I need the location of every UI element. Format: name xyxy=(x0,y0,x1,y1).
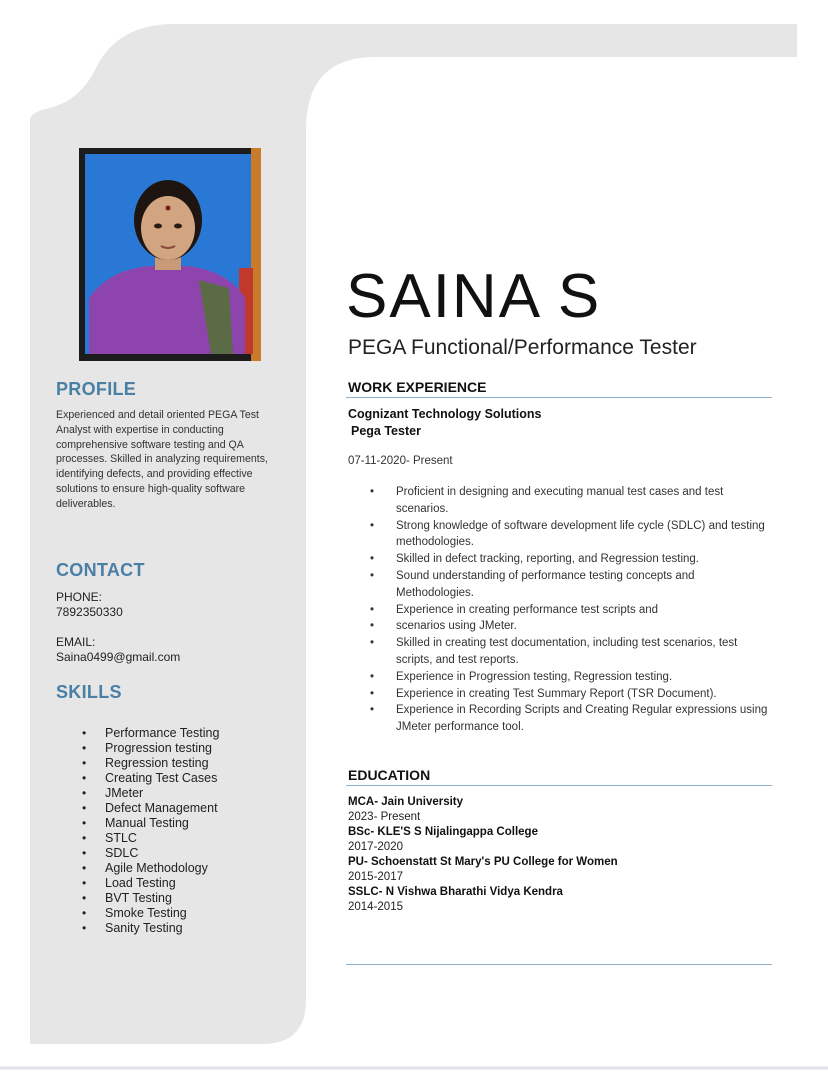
section-divider xyxy=(346,785,772,786)
skill-item: • Creating Test Cases xyxy=(82,771,218,785)
skills-list xyxy=(56,726,219,936)
work-bullet: • Strong knowledge of software development life cycle (SDLC) and testing methodologies. xyxy=(370,519,765,549)
work-bullet: • Experience in creating Test Summary Report (TSR Document). xyxy=(370,687,717,700)
profile-summary: Experienced and detail oriented PEGA Test Analyst with expertise in conducting comprehensive software testing and QA processes. Skilled in analyzing requirements, identifying defects, and providing effective solutions to ensure high-quality software deliverables. xyxy=(56,409,268,510)
education-entry xyxy=(348,885,618,915)
skill-item: • Agile Methodology xyxy=(82,861,208,875)
profile-heading: PROFILE xyxy=(56,379,137,399)
education-years: 2023- Present xyxy=(348,811,421,823)
education-degree: PU- Schoenstatt St Mary's PU College for Women xyxy=(348,856,618,868)
education-years: 2014-2015 xyxy=(348,901,403,913)
role-title: Pega Tester xyxy=(351,424,421,438)
work-bullets xyxy=(348,484,773,736)
skill-item: • Performance Testing xyxy=(82,726,220,740)
skill-item: • Manual Testing xyxy=(82,816,189,830)
work-bullet: • Experience in creating performance test scripts and xyxy=(370,603,659,616)
skill-item: • Load Testing xyxy=(82,876,176,890)
skill-item: • SDLC xyxy=(82,846,139,860)
skill-item: • Regression testing xyxy=(82,756,209,770)
candidate-name: SAINA S xyxy=(346,262,602,331)
education-entry xyxy=(348,795,618,825)
work-dates: 07-11-2020- Present xyxy=(348,455,453,467)
skills-heading: SKILLS xyxy=(56,682,122,702)
education-degree: MCA- Jain University xyxy=(348,796,464,808)
company-name: Cognizant Technology Solutions xyxy=(348,407,542,421)
phone-label: PHONE: xyxy=(56,590,103,604)
email-address: Saina0499@gmail.com xyxy=(56,650,181,664)
skill-item: • STLC xyxy=(82,831,137,845)
work-bullet: • Experience in Recording Scripts and Creating Regular expressions using JMeter performance tool. xyxy=(370,704,768,734)
work-bullet: • Proficient in designing and executing manual test cases and test scenarios. xyxy=(370,486,724,515)
education-list xyxy=(348,795,618,915)
skill-item: • Defect Management xyxy=(82,801,218,815)
work-bullet: • Skilled in creating test documentation, including test scenarios, test scripts, and test reports. xyxy=(370,637,738,666)
education-heading: EDUCATION xyxy=(348,767,431,783)
skill-item: • BVT Testing xyxy=(82,891,172,905)
work-bullet: • Experience in Progression testing, Regression testing. xyxy=(370,670,673,683)
education-entry xyxy=(348,855,618,885)
contact-heading: CONTACT xyxy=(56,560,145,580)
job-title: PEGA Functional/Performance Tester xyxy=(348,336,697,359)
work-bullet: • scenarios using JMeter. xyxy=(370,620,517,633)
education-years: 2015-2017 xyxy=(348,871,403,883)
education-years: 2017-2020 xyxy=(348,841,403,853)
profile-photo xyxy=(79,148,261,361)
education-entry xyxy=(348,825,618,855)
education-degree: SSLC- N Vishwa Bharathi Vidya Kendra xyxy=(348,886,563,898)
work-bullet: • Sound understanding of performance testing concepts and Methodologies. xyxy=(370,569,695,599)
skill-item: • Sanity Testing xyxy=(82,921,183,935)
bottom-divider xyxy=(346,964,772,965)
phone-number: 7892350330 xyxy=(56,605,123,619)
education-degree: BSc- KLE'S S Nijalingappa College xyxy=(348,826,538,838)
skill-item: • Smoke Testing xyxy=(82,906,187,920)
skill-item: • Progression testing xyxy=(82,741,213,755)
work-bullet: • Skilled in defect tracking, reporting, and Regression testing. xyxy=(370,553,699,566)
email-label: EMAIL: xyxy=(56,635,96,649)
skill-item: • JMeter xyxy=(82,786,144,800)
section-divider xyxy=(346,397,772,398)
work-experience-heading: WORK EXPERIENCE xyxy=(348,379,487,395)
